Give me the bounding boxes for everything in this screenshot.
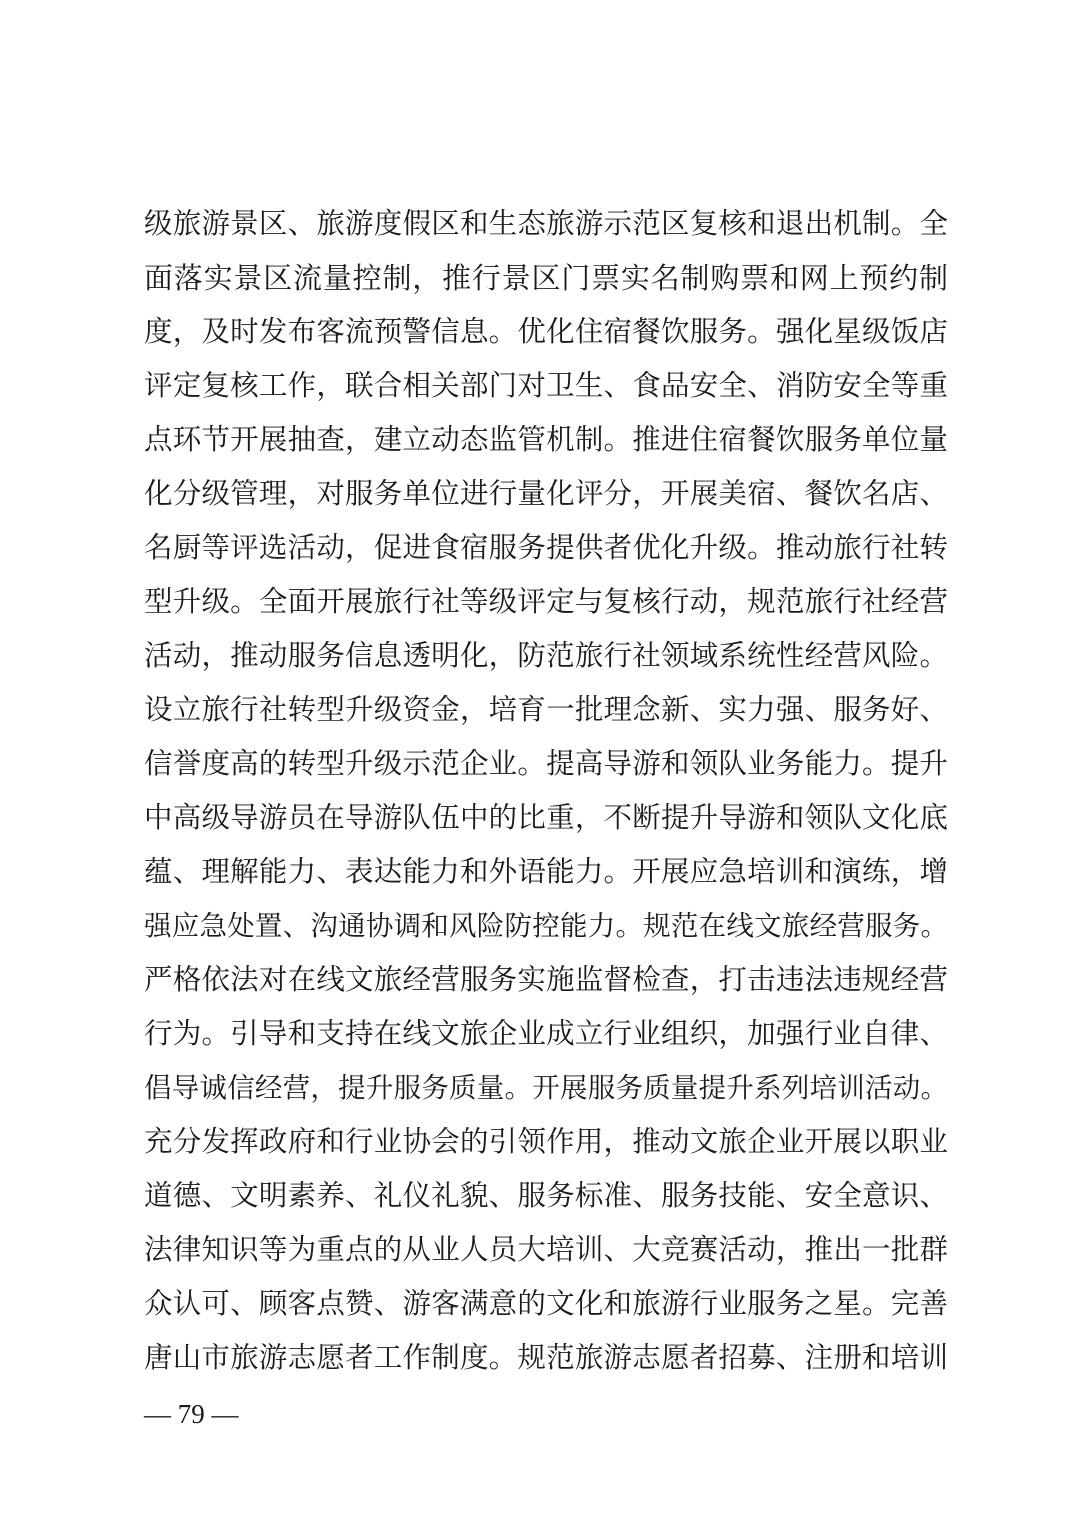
text-line: 中高级导游员在导游队伍中的比重，不断提升导游和领队文化底 bbox=[144, 801, 948, 834]
text-line: 众认可、顾客点赞、游客满意的文化和旅游行业服务之星。完善 bbox=[144, 1287, 948, 1320]
text-line: 蕴、理解能力、表达能力和外语能力。开展应急培训和演练，增 bbox=[144, 855, 948, 888]
text-line: 活动，推动服务信息透明化，防范旅行社领域系统性经营风险。 bbox=[144, 639, 948, 672]
text-line: 信誉度高的转型升级示范企业。提高导游和领队业务能力。提升 bbox=[144, 747, 948, 780]
text-line: 道德、文明素养、礼仪礼貌、服务标准、服务技能、安全意识、 bbox=[144, 1179, 948, 1212]
text-line: 评定复核工作，联合相关部门对卫生、食品安全、消防安全等重 bbox=[144, 369, 948, 402]
text-line: 设立旅行社转型升级资金，培育一批理念新、实力强、服务好、 bbox=[144, 693, 948, 726]
text-line: 法律知识等为重点的从业人员大培训、大竞赛活动，推出一批群 bbox=[144, 1233, 948, 1266]
text-line: 型升级。全面开展旅行社等级评定与复核行动，规范旅行社经营 bbox=[144, 585, 948, 618]
text-line: 倡导诚信经营，提升服务质量。开展服务质量提升系列培训活动。 bbox=[144, 1072, 948, 1104]
text-line: 度，及时发布客流预警信息。优化住宿餐饮服务。强化星级饭店 bbox=[144, 315, 948, 348]
page-number: — 79 — bbox=[144, 1399, 239, 1429]
text-line: 严格依法对在线文旅经营服务实施监督检查，打击违法违规经营 bbox=[144, 963, 948, 996]
text-line: 名厨等评选活动，促进食宿服务提供者优化升级。推动旅行社转 bbox=[144, 531, 948, 564]
text-line: 行为。引导和支持在线文旅企业成立行业组织，加强行业自律、 bbox=[144, 1017, 948, 1050]
text-line: 化分级管理，对服务单位进行量化评分，开展美宿、餐饮名店、 bbox=[144, 477, 948, 510]
text-line: 强应急处置、沟通协调和风险防控能力。规范在线文旅经营服务。 bbox=[144, 910, 948, 942]
text-line: 充分发挥政府和行业协会的引领作用，推动文旅企业开展以职业 bbox=[144, 1125, 948, 1158]
text-line: 唐山市旅游志愿者工作制度。规范旅游志愿者招募、注册和培训 bbox=[144, 1341, 948, 1374]
text-line: 点环节开展抽查，建立动态监管机制。推进住宿餐饮服务单位量 bbox=[144, 423, 948, 456]
body-text bbox=[144, 197, 948, 1385]
text-line: 级旅游景区、旅游度假区和生态旅游示范区复核和退出机制。全 bbox=[144, 207, 948, 240]
text-line: 面落实景区流量控制，推行景区门票实名制购票和网上预约制 bbox=[144, 261, 948, 295]
